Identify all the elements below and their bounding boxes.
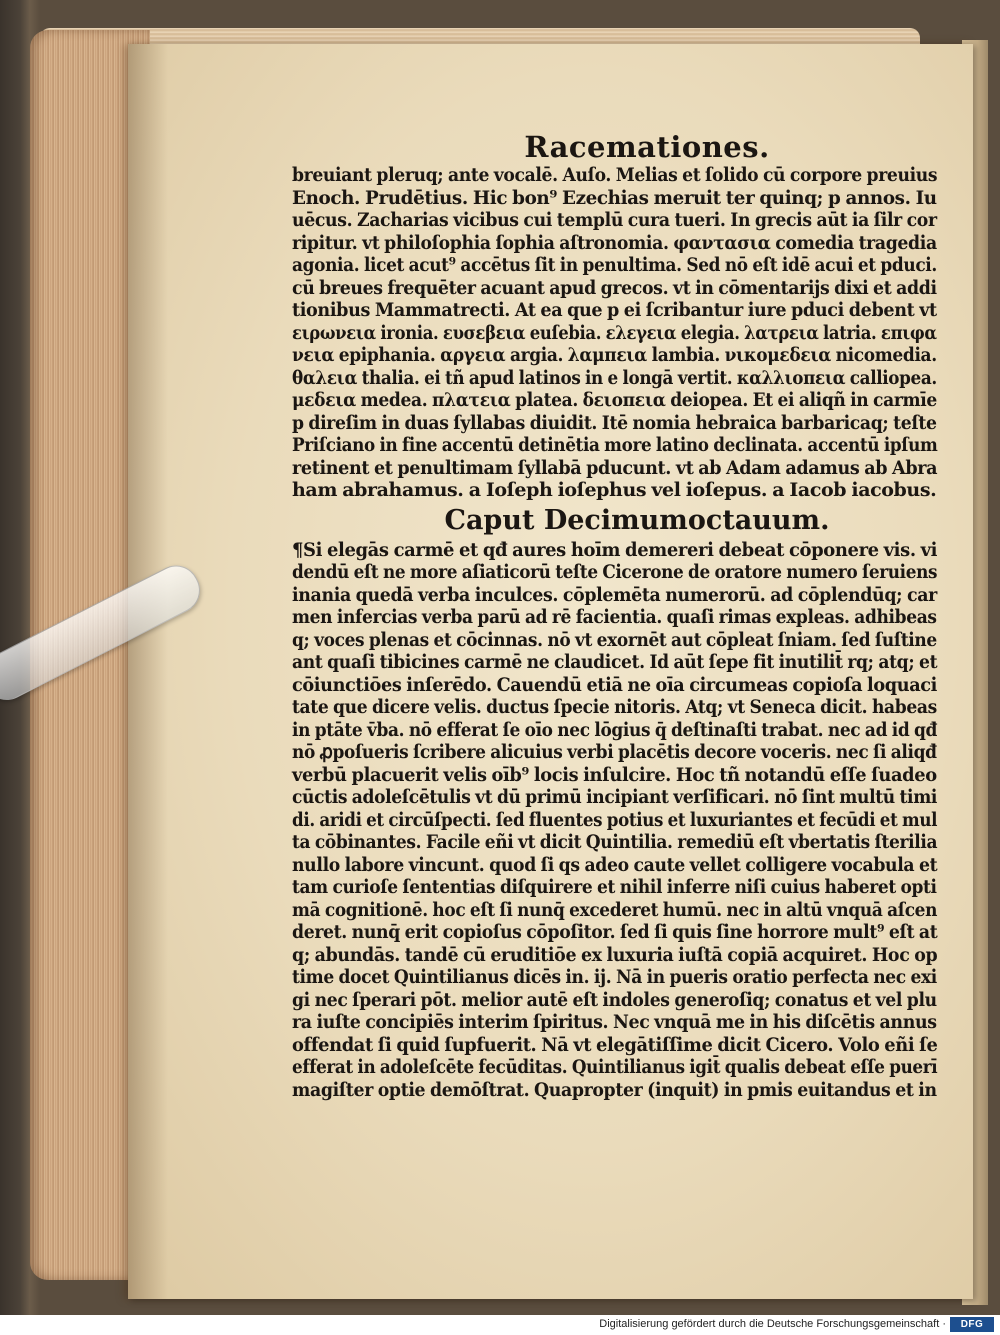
text-line: ¶Si elegās carmē et qđ aures hoīm demereri debeat cōponere vis. vi	[292, 538, 938, 561]
text-line: men infercias verba parū ad rē facientia. quaſi rimas expleas. adhibeas	[292, 606, 937, 628]
text-lines-top	[292, 164, 942, 502]
text-line: deret. nunq̄ erit copioſus cōpoſitor. ſed ſi quis ſine horrore mult⁹ eſt at	[292, 921, 938, 943]
text-line: offendat ſi quid ſupfuerit. Nā vt elegātiſſime dicit Cicero. Volo eñi ſe	[292, 1033, 938, 1056]
text-line: tate que dicere velis. ductus ſpecie nitoris. Atq; vt Seneca dicit. habeas	[292, 696, 937, 718]
dfg-logo: DFG	[950, 1317, 994, 1332]
text-lines-chapter	[292, 539, 942, 1102]
text-line: p direſim in duas ſyllabas diuidit. Itē nomia hebraica barbaricaq; teſte	[292, 411, 937, 434]
footer-credit-text: Digitalisierung gefördert durch die Deutsche Forschungsgemeinschaft	[599, 1318, 940, 1330]
text-line: tam curioſe ſententias diſquirere et nihil inferre niſi cuius haberet opti	[292, 876, 937, 898]
footer-bar	[0, 1315, 1000, 1335]
text-line: gi nec ſperari pōt. melior autē eſt indoles generoſiq; conatus et vel plu	[292, 988, 937, 1011]
text-line: ant quaſi tibicines carmē ne claudicet. Id aūt ſepe fit inutilit̄ rq; atq; et	[292, 651, 938, 673]
text-line: Enoch. Prudētius. Hic bon⁹ Ezechias meruit ter quinq; p annos. Iu	[292, 186, 937, 209]
text-line: nullo labore vincunt. quod ſi qs adeo caute vellet colligere vocabula et	[292, 853, 938, 876]
text-line: efferat in adoleſcēte fecūditas. Quintilianus igit̄ qualis debeat eſſe puerī	[292, 1056, 938, 1078]
text-line: cū breues frequēter acuant apud grecos. vt in cōmentarijs dixi et addi	[292, 276, 937, 299]
text-line: νεια epiphania. αργεια argia. λαμπεια lambia. νικομεδεια nicomedia.	[292, 344, 937, 366]
gutter-shadow	[128, 44, 168, 1299]
text-line: inania quedā verba inculces. cōplemēta numerorū. ad cōplendūq; car	[292, 583, 937, 606]
text-line: time docet Quintilianus dicēs in. ij. Nā in pueris oratio perfecta nec exi	[292, 966, 937, 988]
text-line: uēcus. Zacharias vicibus cui templū cura tueri. In grecis aūt ia ſilr cor	[292, 209, 937, 231]
text-line: μεδεια medea. πλατεια platea. δειοπεια deiopea. Et ei aliqñ in carmīe	[292, 389, 937, 411]
text-line: dendū eſt ne more aſiaticorū teſte Cicerone de oratore numero ſeruiens	[292, 561, 938, 583]
text-line: ripitur. vt philoſophia ſophia aſtronomia. φαντασια comedia tragedia	[292, 231, 937, 254]
text-line: tionibus Mammatrecti. At ea que p ei ſcribantur iure pduci debent vt	[292, 299, 937, 321]
text-line: Priſciano in fine accentū detinētia more latino declinata. accentū ipſum	[292, 434, 938, 456]
text-line: magiſter optie demōſtrat. Quapropter (inquit) in pmis euitandus et in	[292, 1078, 937, 1101]
chapter-heading: Caput Decimumoctauum.	[444, 504, 830, 536]
text-line: retinent et penultimam ſyllabā pducunt. vt ab Adam adamus ab Abra	[292, 456, 938, 479]
text-line: in ptāte v̄ba. nō efferat ſe oīo nec lōgius q̄ deſtinaſti trabat. nec ad id qđ	[292, 718, 938, 741]
text-line: nō ꝓpoſueris ſcribere alicuius verbi placētis decore voceris. nec ſi aliqđ	[292, 741, 937, 763]
text-line: cūctis adoleſcētulis vt dū primū incipiant verſificari. nō ſint multū timi	[292, 786, 938, 808]
text-line: ta cōbinantes. Facile eñi vt dicit Quintilia. remediū eſt vbertatis ſterilia	[292, 831, 938, 853]
text-line: cōiunctiōes inſerēdo. Cauendū etiā ne oīa circumeas copioſa loquaci	[292, 673, 937, 696]
text-line: ειρωνεια ironia. ευσεβεια euſebia. ελεγεια elegia. λατρεια latria. επιφα	[292, 321, 937, 344]
text-line: breuiant pleruq; ante vocalē. Auſo. Melias et ſolido cū corpore preuius	[292, 164, 938, 186]
text-line: q; voces plenas et cōcinnas. nō vt exornēt aut cōpleat ſniam. ſed ſuſtine	[292, 628, 937, 651]
page-text-block	[292, 130, 942, 1101]
text-line: θαλεια thalia. ei tñ apud latinos in e longā vertit. καλλιοπεια calliopea.	[292, 366, 937, 389]
running-head: Racemationes.	[524, 130, 770, 164]
text-line: q; abundās. tandē cū eruditiōe ex luxuria iuſtā copiā acquiret. Hoc op	[292, 943, 938, 966]
text-line: di. aridi et circūſpecti. ſed fluentes potius et luxuriantes et fecūdi et mul	[292, 808, 938, 831]
footer-credit	[599, 1318, 946, 1330]
text-line: verbū placuerit velis oīb⁹ locis inſulcire. Hoc tñ notandū eſſe ſuadeo	[292, 763, 937, 786]
text-line: ra iuſte concipiēs interim ſpiritus. Nec vnquā me in his diſcētis annus	[292, 1011, 937, 1033]
text-line: mā cognitionē. hoc eſt ſi nunq̄ excederet humū. nec in altū vnquā aſcen	[292, 898, 938, 921]
footer-separator: ·	[942, 1318, 946, 1330]
text-line: agonia. licet acut⁹ accētus ſit in penultima. Sed nō eſt idē acui et pduci.	[292, 254, 937, 276]
text-line: ham abrahamus. a Ioſeph ioſephus vel ioſepus. a Iacob iacobus.	[292, 479, 937, 501]
